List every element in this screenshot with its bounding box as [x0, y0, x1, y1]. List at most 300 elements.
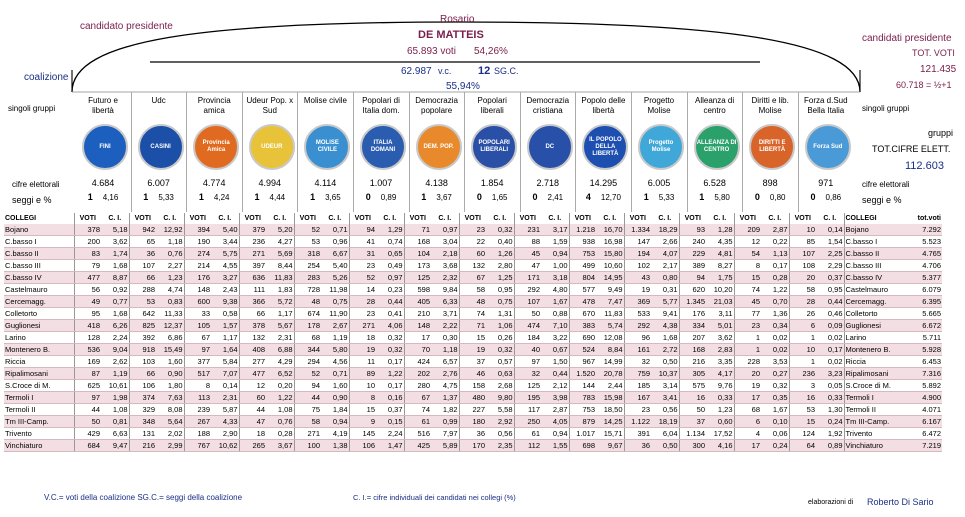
party-votes: 4.684 — [91, 178, 115, 188]
cell-ci: 3,18 — [541, 272, 569, 284]
singoli-gruppi-right: singoli gruppi — [862, 104, 910, 113]
cell-ci: 0,33 — [816, 392, 844, 404]
cell-voti: 15 — [349, 404, 376, 416]
cell-voti: 348 — [129, 416, 156, 428]
cell-ci: 4,33 — [211, 416, 239, 428]
cell-voti: 44 — [294, 392, 321, 404]
cell-tot-voti: 4.900 — [902, 392, 942, 404]
cell-voti: 292 — [514, 284, 541, 296]
cell-ci: 0,56 — [651, 404, 679, 416]
collegio-name: Colletorto — [4, 308, 74, 320]
collegio-name-right: Guglionesi — [844, 320, 902, 332]
voti-header: VOTI — [239, 213, 266, 224]
cell-ci: 10,62 — [211, 440, 239, 452]
cell-voti: 112 — [514, 440, 541, 452]
cell-ci: 1,50 — [541, 356, 569, 368]
cell-ci: 0,05 — [816, 380, 844, 392]
cell-voti: 1 — [734, 344, 761, 356]
cell-voti: 753 — [569, 404, 596, 416]
party-seats — [412, 192, 462, 202]
cell-voti: 95 — [74, 308, 101, 320]
cell-ci: 1,75 — [706, 272, 734, 284]
cell-voti: 15 — [459, 332, 486, 344]
cell-ci: 18,29 — [651, 224, 679, 236]
cell-voti: 23 — [349, 308, 376, 320]
cell-ci: 2,43 — [211, 284, 239, 296]
party-logo-icon: FINI — [82, 124, 128, 170]
coalition-pct: 55,94% — [446, 81, 480, 92]
cell-voti: 227 — [459, 404, 486, 416]
party-votes: 1.854 — [480, 178, 504, 188]
cell-voti: 15 — [734, 272, 761, 284]
cell-voti: 271 — [349, 320, 376, 332]
collegio-name: Termoli I — [4, 392, 74, 404]
gruppi-label: gruppi — [928, 128, 954, 138]
cell-voti: 125 — [514, 380, 541, 392]
ci-header: C. I. — [768, 215, 782, 222]
cell-voti: 274 — [184, 248, 211, 260]
cell-voti: 85 — [789, 236, 816, 248]
cell-voti: 1.334 — [624, 224, 651, 236]
cell-voti: 942 — [129, 224, 156, 236]
cell-voti: 53 — [129, 296, 156, 308]
cell-ci: 2,31 — [266, 332, 294, 344]
party-seat-count: 4 — [585, 192, 591, 202]
cell-voti: 1.520 — [569, 368, 596, 380]
party-seats — [300, 192, 350, 202]
cell-ci: 5,74 — [596, 320, 624, 332]
cell-voti: 102 — [624, 260, 651, 272]
cell-ci: 0,44 — [376, 296, 404, 308]
party-column — [134, 92, 184, 212]
party-logo-icon: DIRITTI E LIBERTÀ — [749, 124, 795, 170]
table-row — [4, 440, 942, 452]
cell-voti: 1.345 — [679, 296, 706, 308]
voti-header: VOTI — [734, 213, 761, 224]
cell-ci: 2,18 — [431, 248, 459, 260]
cell-ci: 0,30 — [431, 332, 459, 344]
cell-voti: 128 — [74, 332, 101, 344]
cell-ci: 9,80 — [486, 392, 514, 404]
cell-ci: 10,60 — [596, 260, 624, 272]
cell-ci: 4,55 — [211, 260, 239, 272]
cell-ci: 0,28 — [761, 272, 789, 284]
cell-ci: 4,17 — [706, 368, 734, 380]
tot-cifre-value: 112.603 — [905, 160, 944, 172]
cell-voti: 97 — [74, 392, 101, 404]
candidate-pct: 54,26% — [474, 46, 508, 57]
cell-voti: 405 — [404, 296, 431, 308]
cell-ci: 4,56 — [321, 356, 349, 368]
party-columns — [76, 92, 858, 212]
cell-ci: 0,97 — [431, 224, 459, 236]
cell-voti: 759 — [624, 368, 651, 380]
voti-header: VOTI — [569, 213, 596, 224]
cell-voti: 132 — [239, 332, 266, 344]
cell-ci: 0,63 — [486, 368, 514, 380]
party-name: Popolari di Italia dom. — [362, 96, 400, 115]
cell-ci: 0,58 — [211, 308, 239, 320]
cell-voti: 12 — [734, 236, 761, 248]
collegio-name: Vinchiaturo — [4, 440, 74, 452]
cell-ci: 0,31 — [651, 284, 679, 296]
cell-voti: 185 — [624, 380, 651, 392]
cell-tot-voti: 5.928 — [902, 344, 942, 356]
cell-ci: 0,67 — [541, 344, 569, 356]
party-seats — [134, 192, 184, 202]
cell-ci: 4,07 — [651, 248, 679, 260]
cell-voti: 89 — [349, 368, 376, 380]
cell-ci: 2,44 — [596, 380, 624, 392]
table-row — [4, 320, 942, 332]
cell-voti: 66 — [129, 368, 156, 380]
cell-ci: 3,04 — [431, 236, 459, 248]
cell-voti: 418 — [74, 320, 101, 332]
cell-ci: 0,76 — [266, 416, 294, 428]
cell-ci: 1,68 — [101, 308, 129, 320]
cell-ci: 0,15 — [376, 416, 404, 428]
party-pct: 2,41 — [547, 193, 564, 202]
cell-ci: 0,17 — [376, 380, 404, 392]
cell-ci: 0,50 — [651, 440, 679, 452]
party-seats — [523, 192, 573, 202]
cell-voti: 180 — [459, 416, 486, 428]
cell-voti: 480 — [459, 392, 486, 404]
collegio-name: Ripalimosani — [4, 368, 74, 380]
cell-voti: 48 — [459, 296, 486, 308]
cell-voti: 214 — [184, 260, 211, 272]
cell-voti: 598 — [404, 284, 431, 296]
collegio-name-right: Termoli I — [844, 392, 902, 404]
cell-voti: 271 — [239, 248, 266, 260]
party-seat-count: 1 — [254, 192, 260, 202]
cell-voti: 87 — [74, 368, 101, 380]
party-votes: 6.005 — [647, 178, 671, 188]
cell-voti: 148 — [184, 284, 211, 296]
party-pct: 0,86 — [825, 193, 842, 202]
cell-voti: 300 — [679, 440, 706, 452]
cell-voti: 698 — [569, 440, 596, 452]
candidate-last-name: DE MATTEIS — [418, 29, 484, 41]
party-seat-count: 1 — [421, 192, 427, 202]
cell-voti: 49 — [74, 296, 101, 308]
cell-ci: 0,97 — [376, 272, 404, 284]
cell-ci: 5,64 — [156, 416, 184, 428]
cell-ci: 1,30 — [816, 404, 844, 416]
cell-ci: 0,02 — [761, 344, 789, 356]
cell-voti: 74 — [734, 284, 761, 296]
cell-ci: 2,31 — [211, 392, 239, 404]
party-logo-icon: Progetto Molise — [638, 124, 684, 170]
cell-ci: 14,95 — [596, 272, 624, 284]
cell-voti: 10 — [349, 380, 376, 392]
cell-voti: 190 — [184, 236, 211, 248]
cell-tot-voti: 6.395 — [902, 296, 942, 308]
cell-ci: 6,26 — [101, 320, 129, 332]
cell-ci: 1,68 — [651, 332, 679, 344]
cell-ci: 0,90 — [156, 368, 184, 380]
cell-voti: 879 — [569, 416, 596, 428]
cell-voti: 68 — [734, 404, 761, 416]
candidate-label-left: candidato presidente — [80, 21, 173, 32]
cell-voti: 52 — [349, 272, 376, 284]
cell-ci: 1,82 — [431, 404, 459, 416]
cell-ci: 2,17 — [651, 260, 679, 272]
cell-ci: 1,00 — [541, 260, 569, 272]
cell-ci: 14,99 — [596, 356, 624, 368]
cell-voti: 636 — [239, 272, 266, 284]
cell-voti: 1 — [789, 332, 816, 344]
table-row — [4, 260, 942, 272]
cell-voti: 477 — [74, 272, 101, 284]
cell-ci: 5,84 — [211, 356, 239, 368]
cell-voti: 1 — [734, 332, 761, 344]
collegio-name-right: C.basso II — [844, 248, 902, 260]
party-seats — [467, 192, 517, 202]
cell-tot-voti: 5.523 — [902, 236, 942, 248]
cell-ci: 3,53 — [761, 356, 789, 368]
cell-ci: 6,88 — [266, 344, 294, 356]
collegio-name-right: Colletorto — [844, 308, 902, 320]
cell-ci: 1,22 — [761, 284, 789, 296]
table-header-row — [4, 213, 942, 224]
collegio-name-right: Bojano — [844, 224, 902, 236]
cell-voti: 36 — [129, 248, 156, 260]
ci-header: C. I. — [218, 215, 232, 222]
party-column — [690, 92, 740, 212]
cell-ci: 2,92 — [486, 416, 514, 428]
cell-ci: 6,63 — [101, 428, 129, 440]
cell-ci: 5,20 — [266, 224, 294, 236]
cell-tot-voti: 5.892 — [902, 380, 942, 392]
cell-ci: 0,20 — [266, 380, 294, 392]
party-logo-icon: POPOLARI LIBERALI — [471, 124, 517, 170]
cell-ci: 5,40 — [321, 260, 349, 272]
cell-ci: 2,87 — [761, 224, 789, 236]
party-name: Udeur Pop. x Sud — [246, 96, 294, 115]
cell-ci: 2,22 — [431, 320, 459, 332]
cell-voti: 536 — [74, 344, 101, 356]
cell-voti: 117 — [514, 404, 541, 416]
voti-header: VOTI — [129, 213, 156, 224]
cell-ci: 5,72 — [266, 296, 294, 308]
cell-voti: 524 — [569, 344, 596, 356]
cell-voti: 94 — [294, 380, 321, 392]
cell-voti: 106 — [129, 380, 156, 392]
cell-voti: 394 — [184, 224, 211, 236]
candidate-first-name: Rosario — [440, 14, 475, 25]
cell-ci: 0,46 — [816, 308, 844, 320]
cifre-label-left: cifre elettorali — [12, 180, 60, 189]
cell-voti: 94 — [679, 272, 706, 284]
column-divider — [297, 92, 298, 212]
cell-voti: 108 — [789, 260, 816, 272]
cell-ci: 3,22 — [541, 332, 569, 344]
party-name: Provincia amica — [197, 96, 231, 115]
cell-ci: 0,24 — [761, 440, 789, 452]
party-name: Popolari liberali — [477, 96, 507, 115]
party-votes: 898 — [762, 178, 778, 188]
cell-ci: 1,22 — [266, 392, 294, 404]
party-name: Udc — [151, 96, 166, 105]
cell-voti: 28 — [789, 296, 816, 308]
cell-tot-voti: 4.765 — [902, 248, 942, 260]
cell-voti: 424 — [404, 356, 431, 368]
table-row — [4, 308, 942, 320]
cell-ci: 7,47 — [596, 296, 624, 308]
cell-ci: 3,14 — [651, 380, 679, 392]
cell-ci: 2,66 — [651, 236, 679, 248]
cell-ci: 1,22 — [376, 368, 404, 380]
column-divider — [575, 92, 576, 212]
cell-voti: 210 — [404, 308, 431, 320]
party-pct: 12,70 — [600, 193, 621, 202]
cell-voti: 499 — [569, 260, 596, 272]
collegio-name-right: Riccia — [844, 356, 902, 368]
cell-ci: 0,23 — [376, 284, 404, 296]
party-seats — [745, 192, 795, 202]
cell-voti: 15 — [789, 416, 816, 428]
collegio-name-right: Termoli II — [844, 404, 902, 416]
collegio-name: Bojano — [4, 224, 74, 236]
party-column — [412, 92, 462, 212]
cell-voti: 56 — [74, 284, 101, 296]
cell-ci: 0,16 — [376, 392, 404, 404]
cell-ci: 0,32 — [486, 344, 514, 356]
collegio-name: Castelmauro — [4, 284, 74, 296]
cell-ci: 1,67 — [541, 296, 569, 308]
cell-ci: 2,32 — [431, 272, 459, 284]
cell-voti: 100 — [294, 440, 321, 452]
cell-ci: 4,80 — [541, 284, 569, 296]
collegio-name-right: Vinchiaturo — [844, 440, 902, 452]
column-divider — [742, 92, 743, 212]
column-divider — [798, 92, 799, 212]
column-divider — [687, 92, 688, 212]
cell-voti: 66 — [239, 308, 266, 320]
party-column — [467, 92, 517, 212]
cell-ci: 1,84 — [321, 404, 349, 416]
cell-voti: 209 — [734, 224, 761, 236]
cell-ci: 9,04 — [101, 344, 129, 356]
cell-ci: 0,81 — [101, 416, 129, 428]
cell-voti: 36 — [624, 440, 651, 452]
quorum-value: 60.718 = ½+1 — [896, 80, 952, 90]
cell-voti: 6 — [789, 320, 816, 332]
party-pct: 4,44 — [269, 193, 286, 202]
cell-voti: 517 — [184, 368, 211, 380]
cell-ci: 0,37 — [376, 404, 404, 416]
seggi-label-right: seggi e % — [862, 195, 902, 205]
cell-ci: 0,17 — [761, 260, 789, 272]
cell-ci: 4,29 — [266, 356, 294, 368]
collegio-name: S.Croce di M. — [4, 380, 74, 392]
cell-voti: 58 — [789, 284, 816, 296]
party-logo-icon: DC — [527, 124, 573, 170]
cell-ci: 0,09 — [816, 320, 844, 332]
cell-ci: 1,59 — [541, 236, 569, 248]
cell-voti: 267 — [184, 416, 211, 428]
column-divider — [409, 92, 410, 212]
cell-ci: 11,90 — [321, 308, 349, 320]
collegio-name-right: Tm III-Camp. — [844, 416, 902, 428]
cell-voti: 19 — [349, 344, 376, 356]
vc-label: v.c. — [438, 66, 452, 76]
right-candidates-label: candidati presidente — [862, 33, 952, 44]
cell-ci: 9,76 — [706, 380, 734, 392]
cell-ci: 2,12 — [541, 380, 569, 392]
cell-tot-voti: 6.079 — [902, 284, 942, 296]
cell-voti: 61 — [404, 416, 431, 428]
party-column — [356, 92, 406, 212]
cell-voti: 670 — [569, 308, 596, 320]
cell-voti: 173 — [404, 260, 431, 272]
voti-header: VOTI — [294, 213, 321, 224]
cell-ci: 1,64 — [211, 344, 239, 356]
cell-voti: 96 — [624, 332, 651, 344]
table-row — [4, 416, 942, 428]
cell-ci: 3,62 — [706, 332, 734, 344]
cell-voti: 19 — [734, 380, 761, 392]
party-logo-icon: ALLEANZA DI CENTRO — [694, 124, 740, 170]
cell-voti: 158 — [459, 380, 486, 392]
party-seats — [690, 192, 740, 202]
voti-header: VOTI — [624, 213, 651, 224]
cell-voti: 107 — [789, 248, 816, 260]
cell-ci: 0,74 — [376, 236, 404, 248]
ci-header: C. I. — [823, 215, 837, 222]
cell-ci: 1,57 — [211, 320, 239, 332]
cell-ci: 5,01 — [706, 320, 734, 332]
cell-tot-voti: 6.672 — [902, 320, 942, 332]
party-seat-count: 1 — [699, 192, 705, 202]
cell-ci: 4,74 — [156, 284, 184, 296]
cell-voti: 52 — [294, 224, 321, 236]
seggi-label-left: seggi e % — [12, 195, 52, 205]
party-seat-count: 1 — [198, 192, 204, 202]
cell-voti: 392 — [129, 332, 156, 344]
cell-ci: 0,33 — [706, 392, 734, 404]
cell-voti: 783 — [569, 392, 596, 404]
cell-voti: 124 — [789, 428, 816, 440]
cell-ci: 3,23 — [816, 368, 844, 380]
cell-ci: 0,94 — [541, 428, 569, 440]
cell-voti: 71 — [404, 224, 431, 236]
cell-voti: 292 — [624, 320, 651, 332]
cell-voti: 16 — [679, 392, 706, 404]
party-logo-icon: UDEUR — [249, 124, 295, 170]
cell-ci: 0,95 — [816, 284, 844, 296]
cell-voti: 728 — [294, 284, 321, 296]
cell-voti: 20 — [734, 368, 761, 380]
cell-voti: 184 — [514, 332, 541, 344]
cell-voti: 74 — [404, 404, 431, 416]
party-votes: 4.774 — [202, 178, 226, 188]
cell-voti: 10 — [789, 224, 816, 236]
cell-ci: 1,08 — [101, 404, 129, 416]
cell-voti: 83 — [74, 248, 101, 260]
cell-ci: 8,84 — [596, 344, 624, 356]
cell-voti: 753 — [569, 248, 596, 260]
cell-voti: 61 — [514, 428, 541, 440]
cell-voti: 271 — [294, 428, 321, 440]
cell-ci: 0,40 — [486, 236, 514, 248]
cell-voti: 147 — [624, 236, 651, 248]
cell-voti: 132 — [459, 260, 486, 272]
cell-ci: 1,37 — [431, 392, 459, 404]
party-pct: 5,33 — [658, 193, 675, 202]
voti-header: VOTI — [404, 213, 431, 224]
